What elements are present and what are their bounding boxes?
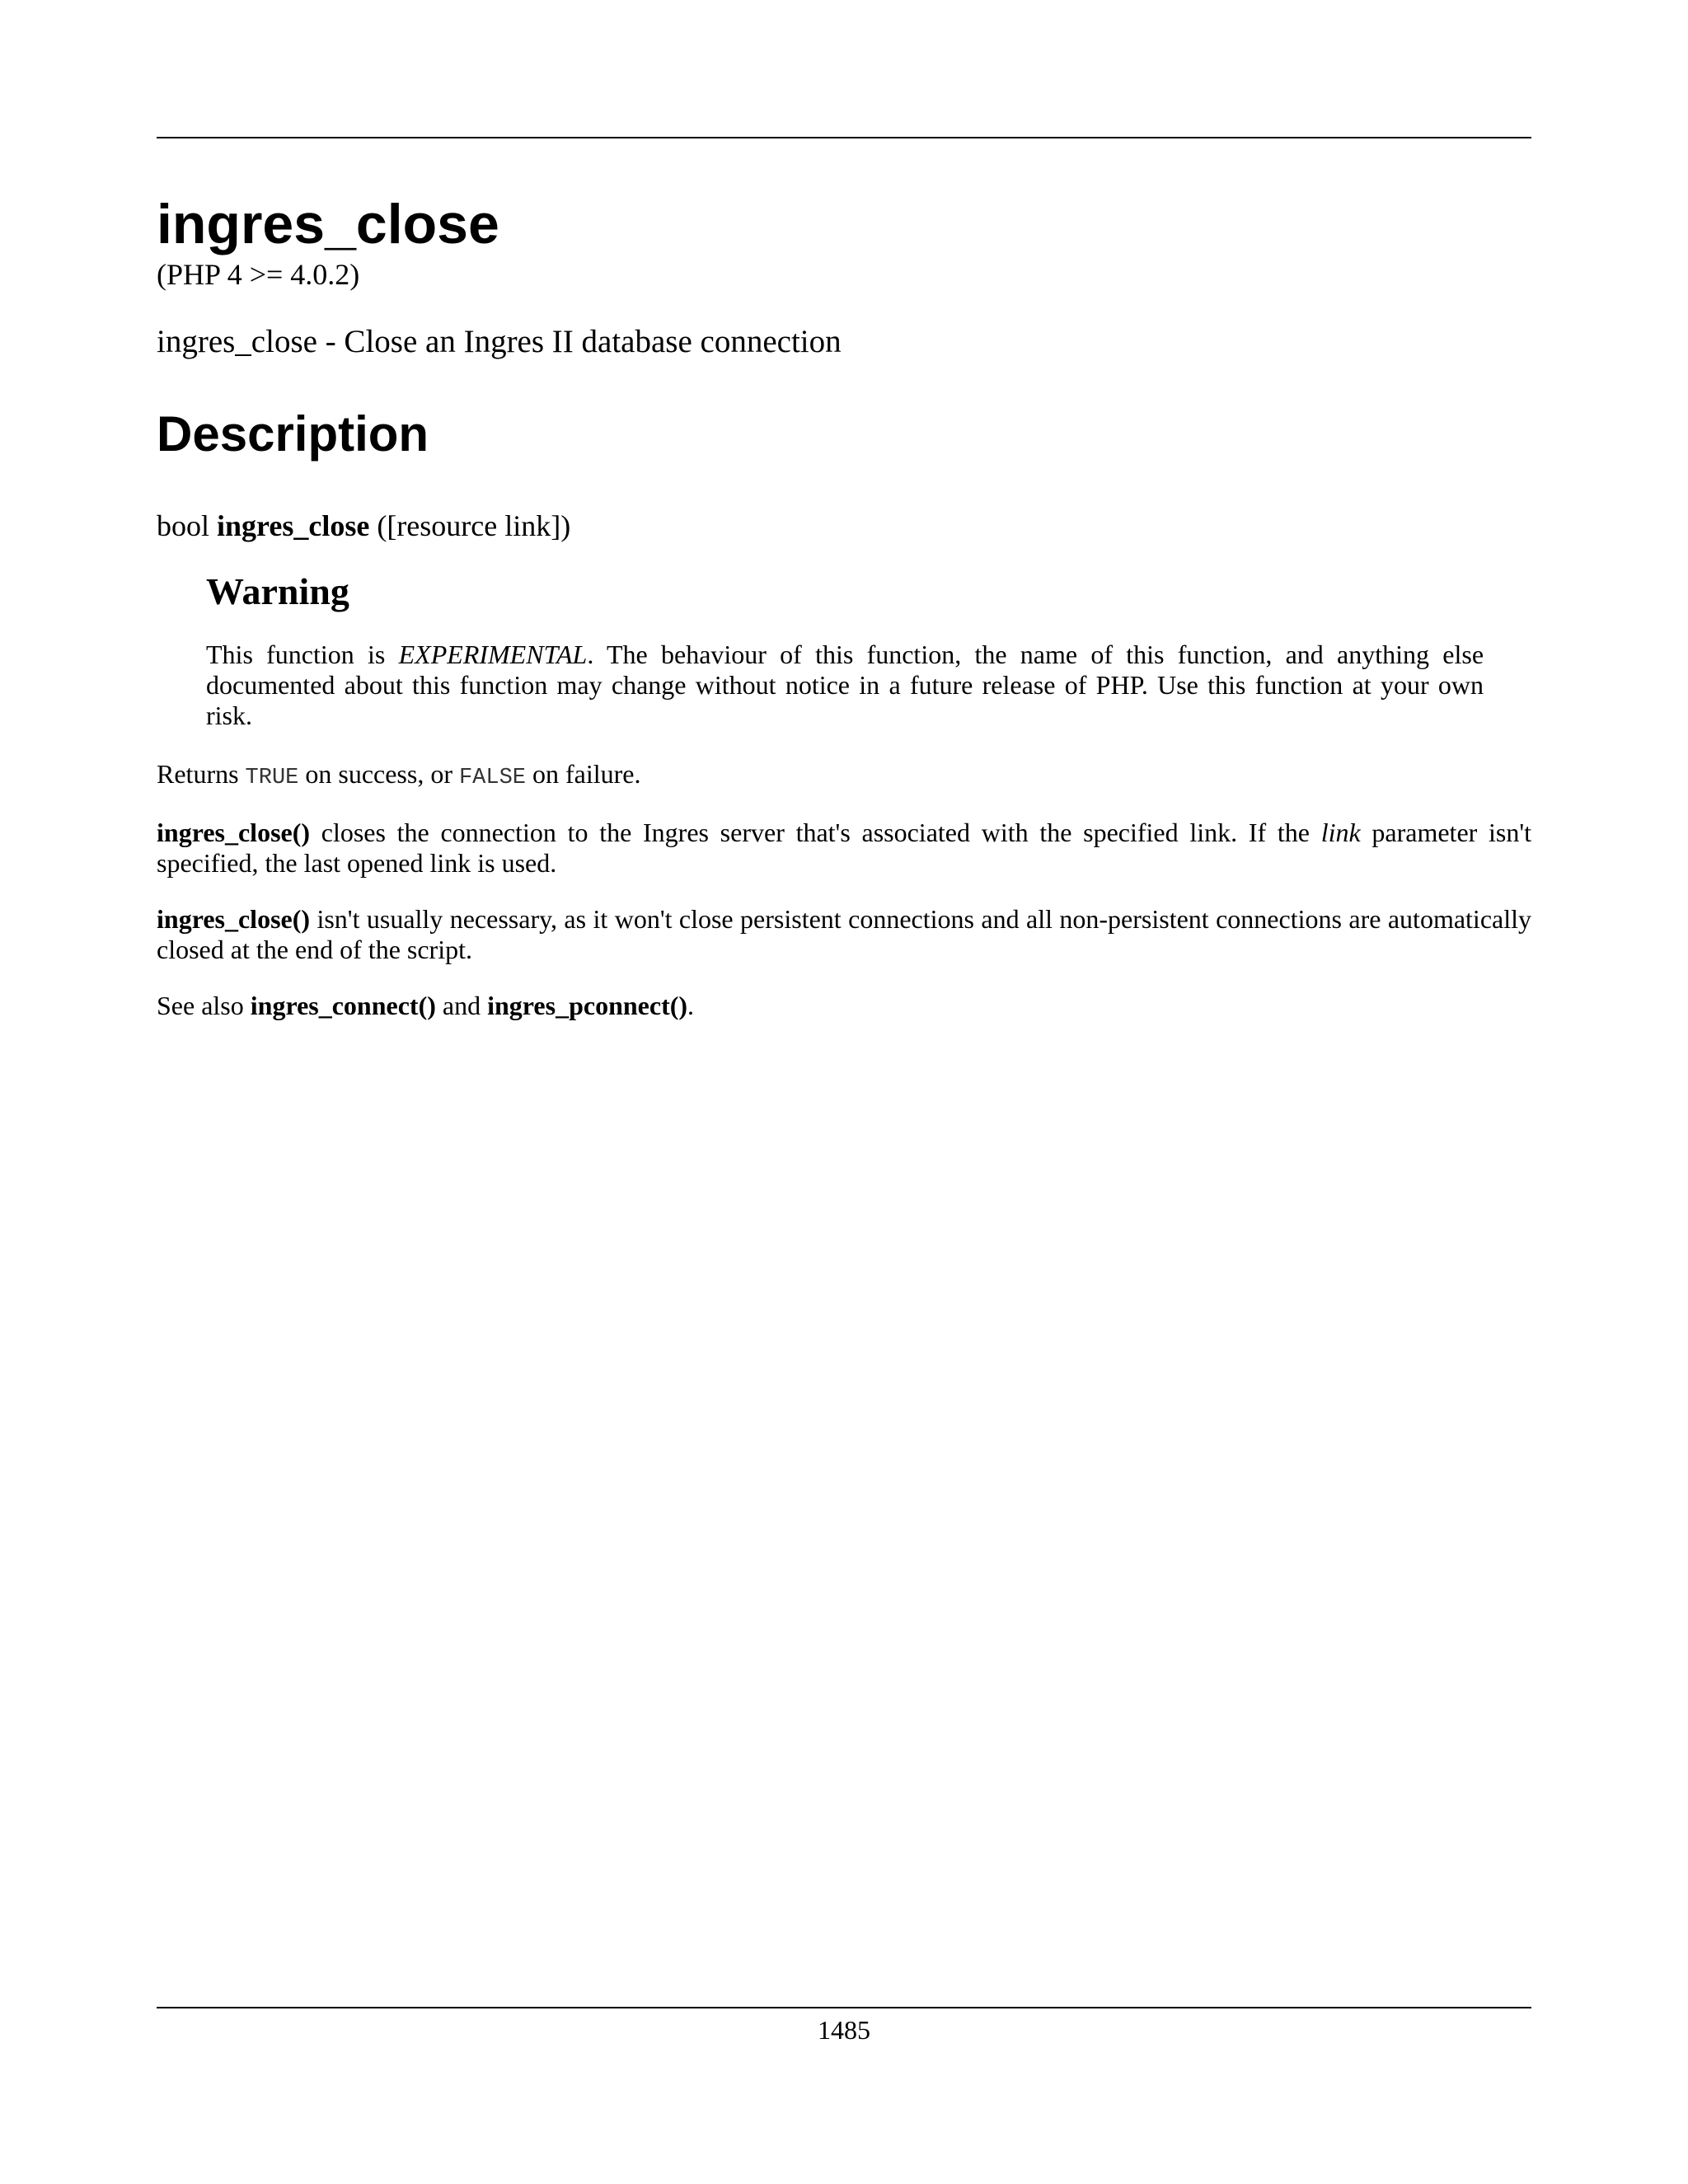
function-synopsis: [157, 506, 570, 546]
warning-heading: Warning: [206, 570, 349, 612]
warning-emphasis: EXPERIMENTAL: [398, 640, 588, 669]
version-info: (PHP 4 >= 4.0.2): [157, 258, 360, 291]
returns-before: Returns: [157, 759, 239, 789]
usually-text: isn't usually necessary, as it won't close persistent connections and all non-persistent connections are automatically closed at the end of the script.: [157, 904, 1532, 964]
false-constant: FALSE: [458, 766, 526, 790]
refname-summary: ingres_close - Close an Ingres II database connection: [157, 324, 842, 359]
true-constant: TRUE: [245, 766, 299, 790]
page-number: 1485: [818, 2015, 870, 2045]
closes-text-2: parameter isn't specified, the last opened link is used.: [157, 818, 1532, 878]
closes-paragraph: [157, 818, 1531, 879]
see-also-link-pconnect[interactable]: ingres_pconnect(): [487, 991, 688, 1020]
description-heading: Description: [157, 406, 429, 462]
see-also-paragraph: [157, 991, 1531, 1021]
synopsis-params: ([resource link]): [377, 509, 571, 542]
synopsis-return-type: bool: [157, 509, 210, 542]
footer-rule: [157, 2007, 1531, 2008]
warning-text-before: This function is: [206, 640, 386, 669]
page-title: ingres_close: [157, 193, 499, 255]
closes-text-1: closes the connection to the Ingres server that's associated with the specified link. If the: [321, 818, 1310, 847]
see-also-middle: and: [442, 991, 481, 1020]
returns-after: on failure.: [532, 759, 641, 789]
closes-func-name: ingres_close(): [157, 818, 311, 847]
see-also-after: .: [687, 991, 695, 1020]
returns-paragraph: [157, 759, 1531, 794]
warning-text: [206, 640, 1484, 731]
synopsis-function-name: ingres_close: [217, 509, 370, 542]
closes-param-name: link: [1320, 818, 1361, 847]
usually-paragraph: [157, 904, 1531, 965]
returns-middle: on success, or: [305, 759, 452, 789]
see-also-link-connect[interactable]: ingres_connect(): [250, 991, 436, 1020]
see-also-before: See also: [157, 991, 244, 1020]
header-rule: [157, 137, 1531, 138]
warning-text-after: . The behaviour of this function, the name of this function, and anything else documented about this function may change without notice in a future release of PHP. Use this function at your own risk.: [206, 640, 1484, 730]
usually-func-name: ingres_close(): [157, 904, 311, 934]
